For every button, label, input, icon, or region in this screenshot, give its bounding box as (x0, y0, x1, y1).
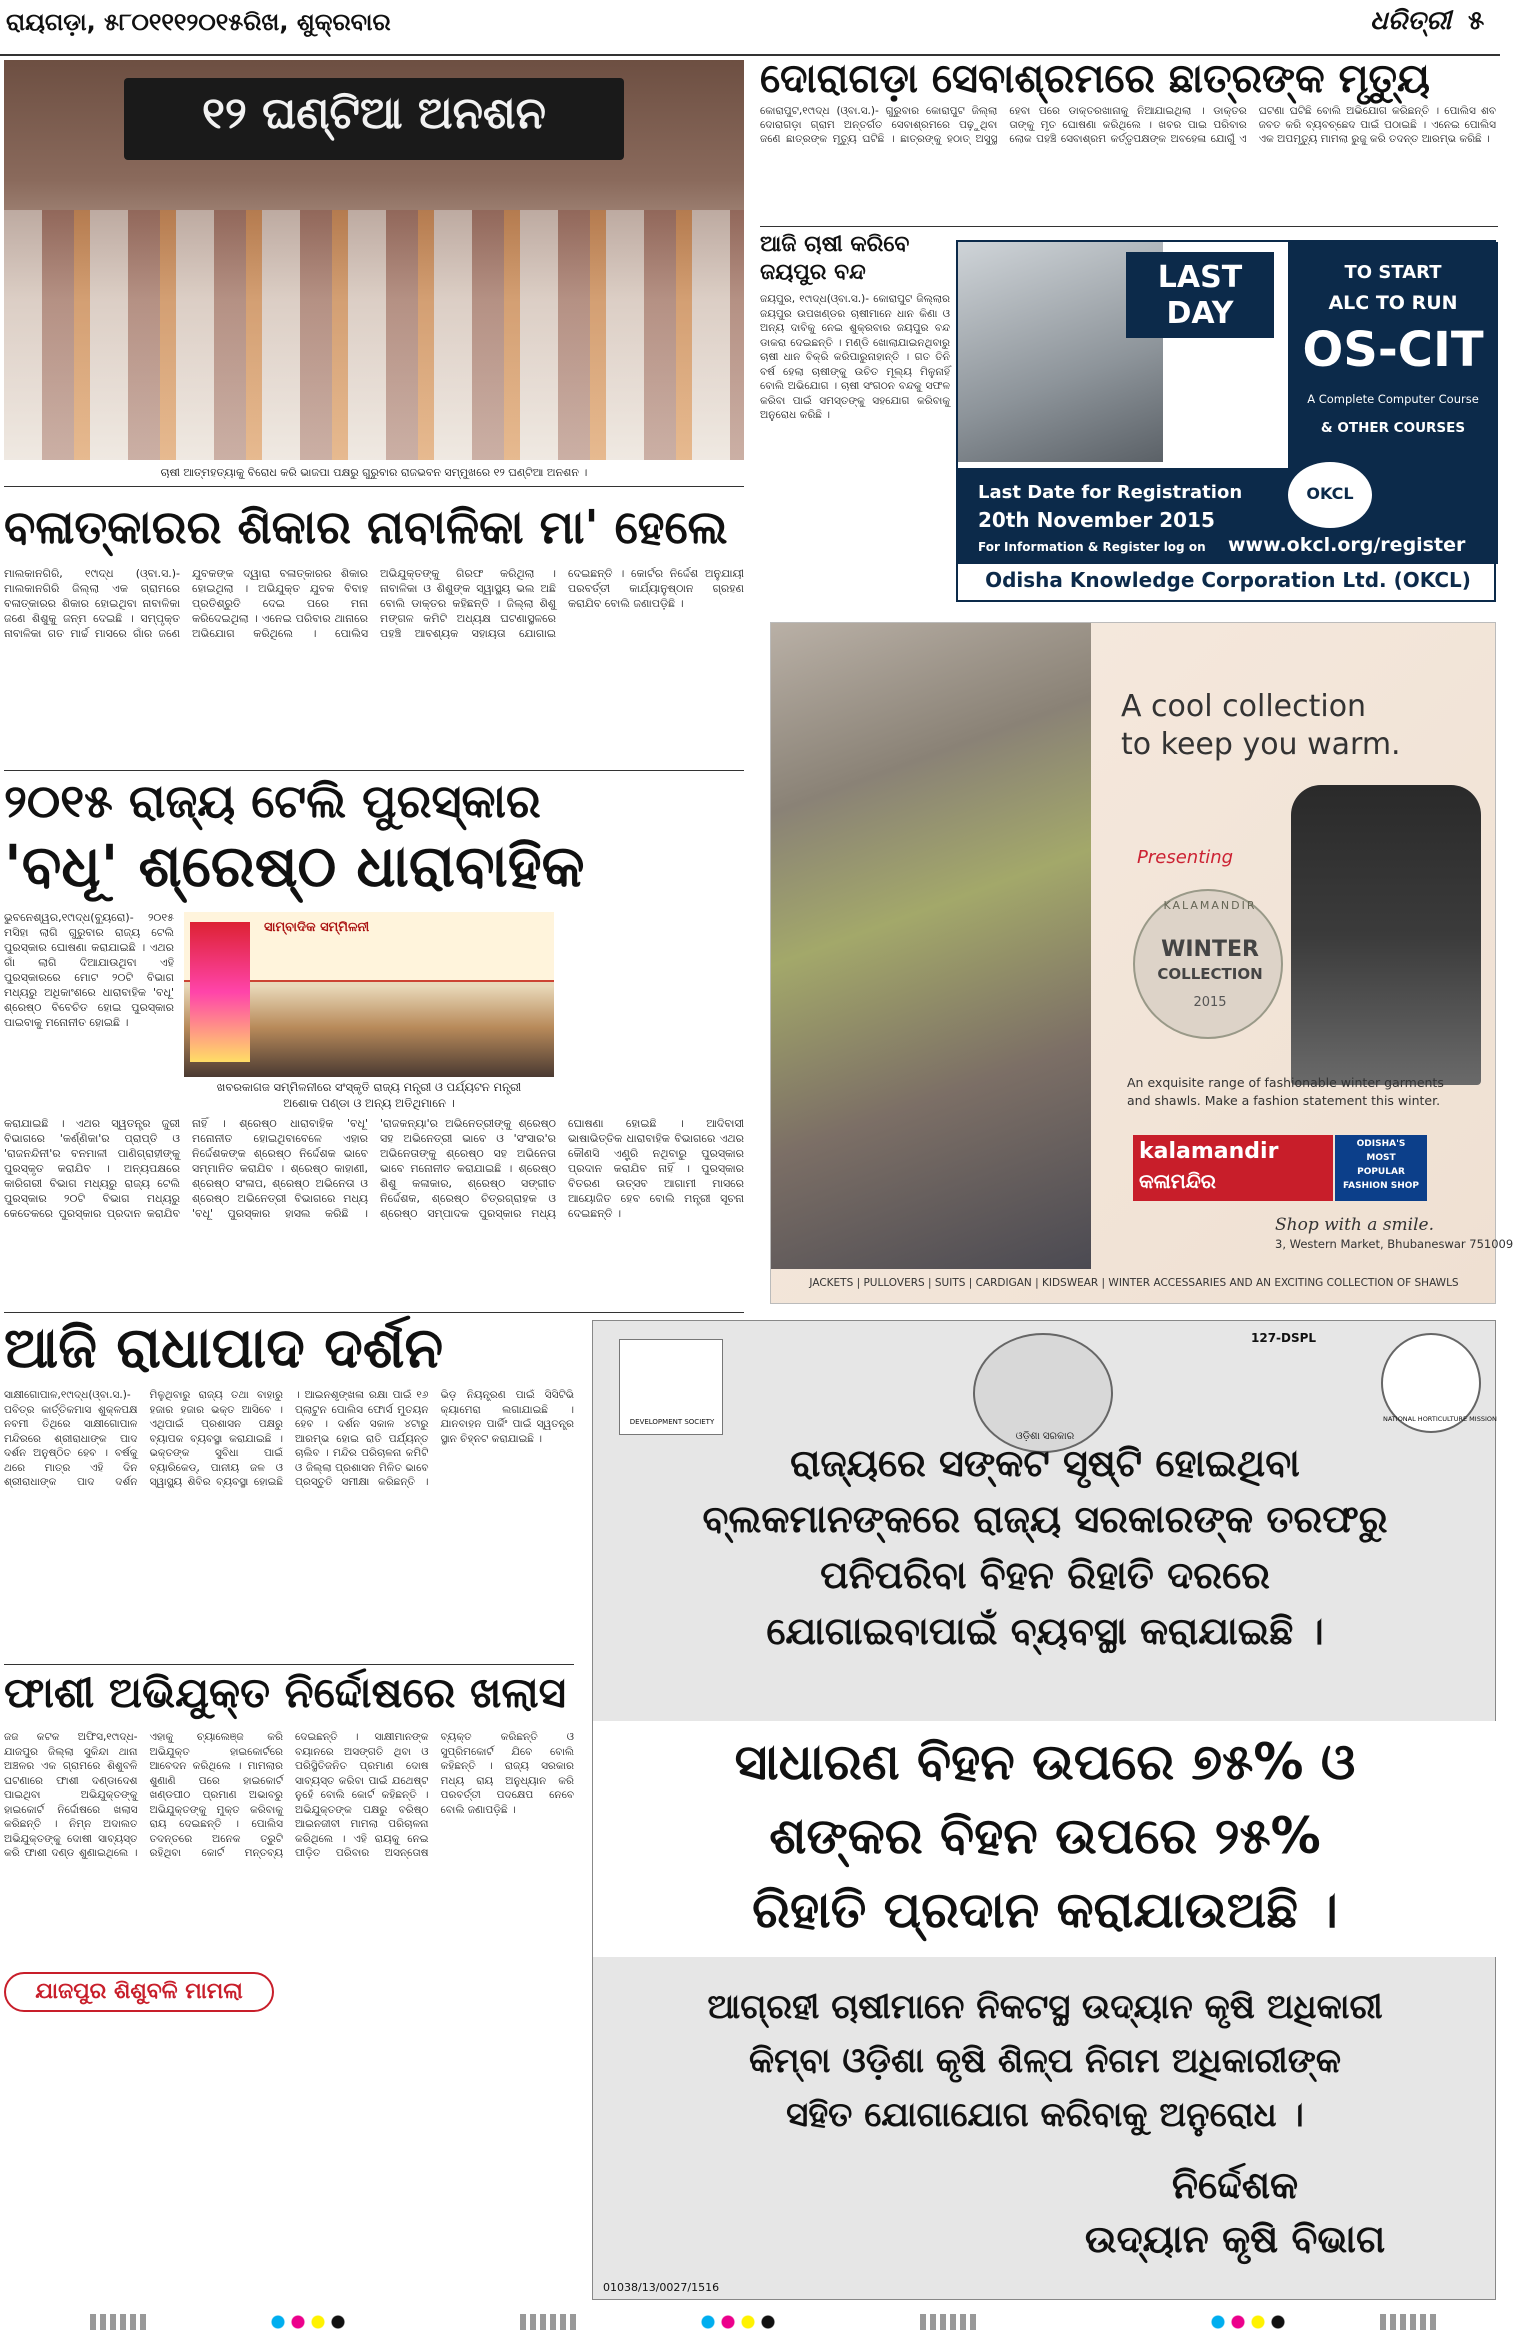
to-start-text: TO START (1344, 262, 1442, 283)
categories-strip: JACKETS | PULLOVERS | SUITS | CARDIGAN | KIDSWEAR | WINTER ACCESSARIES AND AN EXCITING COLLECTION OF SHAWLS (809, 1277, 1459, 1289)
address: 3, Western Market, Bhubaneswar 751009 (1275, 1237, 1513, 1251)
desc-1: An exquisite range of fashionable winter garments (1127, 1075, 1444, 1090)
signoff-2: ଉଦ୍ୟାନ କୃଷି ବିଭାଗ (1084, 2217, 1386, 2261)
hunger-strike-caption: ଚାଷୀ ଆତ୍ମହତ୍ୟାକୁ ବିରୋଧ କରି ଭାଜପା ପକ୍ଷରୁ ଗୁରୁବାର ରାଜଭବନ ସମ୍ମୁଖରେ ୧୨ ଘଣ୍ଟିଆ ଅନଶନ । (160, 466, 588, 479)
press-painting (190, 922, 250, 1062)
printer-marks (0, 2310, 1500, 2335)
okcl-org-name: Odisha Knowledge Corporation Ltd. (OKCL) (985, 568, 1471, 592)
okcl-url: www.okcl.org/register (1228, 534, 1466, 556)
ad-line-2: ବ୍ଲକମାନଙ୍କରେ ରାଜ୍ୟ ସରକାରଙ୍କ ତରଫରୁ (702, 1497, 1388, 1541)
registration-bar-4 (1380, 2314, 1440, 2330)
rule-below-photo (4, 486, 744, 487)
most-popular-2: MOST (1366, 1153, 1396, 1163)
jacket-image (1291, 785, 1481, 1085)
rape-body: ମାଲକାନଗିରି, ୧୯ାଦ୍ଧ (ଓ୍ବା.ସ.)- ମାଲକାନଗିରି ଜିଲ୍ଲା ଏକ ଗ୍ରାମରେ ବଳାତ୍କାରର ଶିକାର ହୋଇଥିବା ନାବାଳିକା ଜଣେ ଶିଶୁକୁ ଜନ୍ମ ଦେଇଛି । ସମ୍ପୃକ୍ତ ନାବାଳିକା ଗତ ମାର୍ଚ୍ଚ ମାସରେ ଗାଁର ଜଣେ ଯୁବକଙ୍କ ଦ୍ୱାରା ବଳାତ୍କାରର ଶିକାର ହୋଇଥିଲା । ଅଭିଯୁକ୍ତ ଯୁବକ ବିବାହ ପ୍ରତିଶ୍ରୁତି ଦେଇ ପରେ ମନା କରିଦେଇଥିଲା । ଏନେଇ ପରିବାର ଥାନାରେ ଅଭିଯୋଗ କରିଥିଲେ । ପୋଲିସ ଅଭିଯୁକ୍ତଙ୍କୁ ଗିରଫ କରିଥିଲା । ନାବାଳିକା ଓ ଶିଶୁଙ୍କ ସ୍ୱାସ୍ଥ୍ୟ ଭଲ ଅଛି ବୋଲି ଡାକ୍ତର କହିଛନ୍ତି । ଜିଲ୍ଲା ଶିଶୁ ମଙ୍ଗଳ କମିଟି ଅଧ୍ୟକ୍ଷ ଘଟଣାସ୍ଥଳରେ ପହଞ୍ଚି ଆବଶ୍ୟକ ସହାୟତା ଯୋଗାଇ ଦେଇଛନ୍ତି । କୋର୍ଟର ନିର୍ଦ୍ଦେଶ ଅନୁଯାୟୀ ପରବର୍ତ୍ତୀ କାର୍ଯ୍ୟାନୁଷ୍ଠାନ ଗ୍ରହଣ କରାଯିବ ବୋଲି ଜଣାପଡ଼ିଛି । (4, 567, 744, 640)
bandh-headline-1: ଆଜି ଚାଷୀ କରିବେ (760, 232, 910, 257)
rule-tele-award (4, 1312, 744, 1313)
press-caption-2: ଅଶୋକ ପଣ୍ଡା ଓ ଅନ୍ୟ ଅତିଥିମାନେ । (283, 1096, 455, 1110)
okcl-ad (956, 240, 1496, 602)
badge-brand: KALAMANDIR (1163, 899, 1257, 912)
most-popular-1: ODISHA'S (1356, 1139, 1406, 1149)
acquittal-body: ଜଜ କଟକ ଅଫିସ,୧୯ାଦ୍ଧ- ଯାଜପୁର ଜିଲ୍ଲା ସୁକିନ୍ଦା ଥାନା ଅଞ୍ଚଳର ଏକ ଗ୍ରାମରେ ଶିଶୁବଳି ଘଟଣାରେ ଫାଶୀ ଦଣ୍ଡାଦେଶ ପାଇଥିବା ଅଭିଯୁକ୍ତଙ୍କୁ ହାଇକୋର୍ଟ ନିର୍ଦ୍ଦୋଷରେ ଖଲାସ କରିଛନ୍ତି । ନିମ୍ନ ଅଦାଲତ ଅଭିଯୁକ୍ତଙ୍କୁ ଦୋଷୀ ସାବ୍ୟସ୍ତ କରି ଫାଶୀ ଦଣ୍ଡ ଶୁଣାଇଥିଲେ । ଏହାକୁ ଚ୍ୟାଲେଞ୍ଜ କରି ଅଭିଯୁକ୍ତ ହାଇକୋର୍ଟରେ ଆବେଦନ କରିଥିଲେ । ମାମଲାର ଶୁଣାଣି ପରେ ହାଇକୋର୍ଟ ଖଣ୍ଡପୀଠ ପ୍ରମାଣ ଅଭାବରୁ ଅଭିଯୁକ୍ତଙ୍କୁ ମୁକ୍ତ କରିବାକୁ ରାୟ ଦେଇଛନ୍ତି । ପୋଲିସ ତଦନ୍ତରେ ଅନେକ ତ୍ରୁଟି ରହିଥିବା କୋର୍ଟ ମନ୍ତବ୍ୟ ଦେଇଛନ୍ତି । ସାକ୍ଷୀମାନଙ୍କ ବୟାନରେ ଅସଙ୍ଗତି ଥିବା ଓ ପରିସ୍ଥିତିଜନିତ ପ୍ରମାଣ ଦୋଷ ସାବ୍ୟସ୍ତ କରିବା ପାଇଁ ଯଥେଷ୍ଟ ନୁହେଁ ବୋଲି କୋର୍ଟ କହିଛନ୍ତି । ଅଭିଯୁକ୍ତଙ୍କ ପକ୍ଷରୁ ବରିଷ୍ଠ ଆଇନଜୀବୀ ମାମଲା ପରିଚାଳନା କରିଥିଲେ । ଏହି ରାୟକୁ ନେଇ ପୀଡ଼ିତ ପରିବାର ଅସନ୍ତୋଷ ବ୍ୟକ୍ତ କରିଛନ୍ତି ଓ ସୁପ୍ରିମକୋର୍ଟ ଯିବେ ବୋଲି କହିଛନ୍ତି । ରାଜ୍ୟ ସରକାର ମଧ୍ୟ ରାୟ ଅନୁଧ୍ୟାନ କରି ପରବର୍ତ୍ତୀ ପଦକ୍ଷେପ ନେବେ ବୋଲି ଜଣାପଡ଼ିଛି । (4, 1731, 574, 1859)
odisha-emblem (973, 1333, 1113, 1453)
crowd-layer (4, 210, 744, 460)
tele-award-body-right (564, 910, 744, 1110)
logo-en: kalamandir (1139, 1139, 1279, 1164)
student-death-body: କୋରାପୁଟ,୧୯ାଦ୍ଧ (ଓ୍ବା.ସ.)- ଗୁରୁବାର କୋରାପୁଟ ଜିଲ୍ଲା ଦୋରାଗଡ଼ା ଗ୍ରାମ ଅନ୍ତର୍ଗତ ସେବାଶ୍ରମରେ ପଢ଼ୁଥିବା ଜଣେ ଛାତ୍ରଙ୍କ ମୃତ୍ୟୁ ଘଟିଛି । ଛାତ୍ରଙ୍କୁ ହଠାତ୍ ଅସୁସ୍ଥ ହେବା ପରେ ଡାକ୍ତରଖାନାକୁ ନିଆଯାଇଥିଲା । ଡାକ୍ତର ତାଙ୍କୁ ମୃତ ଘୋଷଣା କରିଥିଲେ । ଖବର ପାଇ ପରିବାର ଲୋକ ପହଞ୍ଚି ସେବାଶ୍ରମ କର୍ତ୍ତୃପକ୍ଷଙ୍କ ଅବହେଳା ଯୋଗୁଁ ଏ ଘଟଣା ଘଟିଛି ବୋଲି ଅଭିଯୋଗ କରିଛନ୍ତି । ପୋଲିସ ଶବ ଜବତ କରି ବ୍ୟବଚ୍ଛେଦ ପାଇଁ ପଠାଇଛି । ଏନେଇ ପୋଲିସ ଏକ ଅପମୃତ୍ୟୁ ମାମଲା ରୁଜୁ କରି ତଦନ୍ତ ଆରମ୍ଭ କରିଛି । (760, 105, 1496, 145)
registration-bar-2 (520, 2314, 580, 2330)
ad-line-1: ରାଜ୍ୟରେ ସଙ୍କଟ ସୃଷ୍ଟି ହୋଇଥିବା (790, 1441, 1300, 1485)
most-popular-box (1335, 1135, 1427, 1201)
oscit-box (1288, 242, 1498, 472)
cmyk-dots-3 (1210, 2314, 1290, 2330)
acquittal-subhead-text: ଯାଜପୁର ଶିଶୁବଳି ମାମଲା (35, 1979, 243, 2004)
badge-line1: WINTER (1161, 937, 1259, 962)
nhm-text: NATIONAL HORTICULTURE MISSION (1383, 1415, 1497, 1423)
info-text: For Information & Register log on (978, 540, 1206, 554)
nhm-logo (1381, 1333, 1497, 1433)
other-courses: & OTHER COURSES (1320, 420, 1466, 436)
ad-line-8: ଆଗ୍ରହୀ ଚାଷୀମାନେ ନିକଟସ୍ଥ ଉଦ୍ୟାନ କୃଷି ଅଧିକାରୀ (707, 1987, 1383, 2027)
ad-line-6: ଶଙ୍କର ବିହନ ଉପରେ ୨୫% (769, 1807, 1321, 1865)
tele-award-headline-2: 'ବଧୂ' ଶ୍ରେଷ୍ଠ ଧାରାବାହିକ (4, 832, 585, 900)
tagline-2: to keep you warm. (1121, 727, 1401, 762)
ad-line-4: ଯୋଗାଇବାପାଇଁ ବ୍ୟବସ୍ଥା କରାଯାଇଛି । (766, 1609, 1324, 1653)
last-day-box (1126, 252, 1274, 338)
ad-line-7: ରିହାତି ପ୍ରଦାନ କରାଯାଉଅଛି । (752, 1881, 1338, 1939)
registration-bar-1 (90, 2314, 150, 2330)
tele-award-body-top: ଭୁବନେଶ୍ୱର,୧୯ାଦ୍ଧ(ବ୍ୟୁରୋ)- ୨୦୧୫ ମସିହା ଲାଗି ଗୁରୁବାର ରାଜ୍ୟ ଟେଲି ପୁରସ୍କାର ଘୋଷଣା କରାଯାଇଛି । ଏଥର ଗାଁ ଲାଗି ଦିଆଯାଉଥିବା ଏହି ପୁରସ୍କାରରେ ମୋଟ ୨୦ଟି ବିଭାଗ ମଧ୍ୟରୁ ଅଧିକାଂଶରେ ଧାରାବାହିକ 'ବଧୂ' ଶ୍ରେଷ୍ଠ ବିବେଚିତ ହୋଇ ପୁରସ୍କାର ପାଇବାକୁ ମନୋନୀତ ହୋଇଛି । (4, 911, 174, 1029)
registration-bar-3 (920, 2314, 980, 2330)
radha-headline: ଆଜି ରାଧାପାଦ ଦର୍ଶନ (4, 1316, 444, 1381)
acquittal-subhead (4, 1972, 274, 2012)
last-day-text: LAST DAY (1157, 260, 1243, 331)
press-banner-text: ସାମ୍ବାଦିକ ସମ୍ମିଳନୀ (264, 920, 370, 935)
hunger-strike-photo (4, 60, 744, 460)
press-caption-1: ଖବରକାଗଜ ସମ୍ମିଳନୀରେ ସଂସ୍କୃତି ରାଜ୍ୟ ମନ୍ତ୍ରୀ ଓ ପର୍ଯ୍ୟଟନ ମନ୍ତ୍ରୀ (216, 1080, 522, 1094)
ad-line-10: ସହିତ ଯୋଗାଯୋଗ କରିବାକୁ ଅନୁରୋଧ । (786, 2095, 1304, 2135)
bandh-body: ଜୟପୁର, ୧୯ାଦ୍ଧ(ଓ୍ବା.ସ.)- କୋରାପୁଟ ଜିଲ୍ଲାର ଜୟପୁର ଉପଖଣ୍ଡର ଚାଷୀମାନେ ଧାନ କିଣା ଓ ଅନ୍ୟ ଦାବିକୁ ନେଇ ଶୁକ୍ରବାର ଜୟପୁର ବନ୍ଦ ଡାକରା ଦେଇଛନ୍ତି । ମଣ୍ଡି ଖୋଲାଯାଇନଥିବାରୁ ଚାଷୀ ଧାନ ବିକ୍ରି କରିପାରୁନାହାନ୍ତି । ଗତ ତିନି ବର୍ଷ ହେଲା ଚାଷୀଙ୍କୁ ଉଚିତ ମୂଲ୍ୟ ମିଳୁନାହିଁ ବୋଲି ଅଭିଯୋଗ । ଚାଷୀ ସଂଗଠନ ବନ୍ଦକୁ ସଫଳ କରିବା ପାଇଁ ସମସ୍ତଙ୍କୁ ସହଯୋଗ କରିବାକୁ ଅନୁରୋଧ କରିଛି । (760, 293, 950, 421)
press-meet-photo (184, 912, 554, 1077)
ad-line-9: କିମ୍ବା ଓଡ଼ିଶା କୃଷି ଶିଳ୍ପ ନିଗମ ଅଧିକାରୀଙ୍କ (749, 2041, 1341, 2081)
badge-year: 2015 (1193, 995, 1227, 1010)
okcl-logo-text: OKCL (1306, 484, 1354, 503)
development-society-logo (619, 1339, 723, 1435)
emblem-caption: ଓଡ଼ିଶା ସରକାର (1015, 1431, 1075, 1442)
kalamandir-logo (1133, 1135, 1333, 1201)
model-shawl-image (771, 623, 1091, 1269)
oscit-text: OS-CIT (1302, 322, 1484, 378)
course-line: A Complete Computer Course (1307, 392, 1479, 406)
ad-ref: 01038/13/0027/1516 (603, 2281, 720, 2294)
masthead (0, 0, 1500, 56)
registration-box (958, 468, 1498, 564)
most-popular-3: POPULAR (1357, 1167, 1405, 1177)
cmyk-dots-2 (700, 2314, 780, 2330)
rape-headline: ବଳାତ୍କାରର ଶିକାର ନାବାଳିକା ମା' ହେଲେ (4, 500, 728, 554)
radha-body: ସାକ୍ଷୀଗୋପାଳ,୧୯ାଦ୍ଧ(ଓ୍ବା.ସ.)- ପବିତ୍ର କାର୍ତ୍ତିକମାସ ଶୁକ୍ଳପକ୍ଷ ନବମୀ ତିଥିରେ ସାକ୍ଷୀଗୋପାଳ ମନ୍ଦିରରେ ଶ୍ରୀରାଧାଙ୍କ ପାଦ ଦର୍ଶନ ଅନୁଷ୍ଠିତ ହେବ । ବର୍ଷକୁ ଥରେ ମାତ୍ର ଏହି ଦିନ ଶ୍ରୀରାଧାଙ୍କ ପାଦ ଦର୍ଶନ ମିଳୁଥିବାରୁ ରାଜ୍ୟ ତଥା ବାହାରୁ ହଜାର ହଜାର ଭକ୍ତ ଆସିବେ । ଏଥିପାଇଁ ପ୍ରଶାସନ ପକ୍ଷରୁ ବ୍ୟାପକ ବ୍ୟବସ୍ଥା କରାଯାଇଛି । ଭକ୍ତଙ୍କ ସୁବିଧା ପାଇଁ ବ୍ୟାରିକେଡ୍, ପାନୀୟ ଜଳ ଓ ସ୍ୱାସ୍ଥ୍ୟ ଶିବିର ବ୍ୟବସ୍ଥା ହୋଇଛି । ଆଇନଶୃଙ୍ଖଳା ରକ୍ଷା ପାଇଁ ୧୬ ପ୍ଲାଟୁନ ପୋଲିସ ଫୋର୍ସ ମୁତୟନ ହେବ । ଦର୍ଶନ ସକାଳ ୪ଟାରୁ ଆରମ୍ଭ ହୋଇ ରାତି ପର୍ଯ୍ୟନ୍ତ ଚାଲିବ । ମନ୍ଦିର ପରିଚାଳନା କମିଟି ଓ ଜିଲ୍ଲା ପ୍ରଶାସନ ମିଳିତ ଭାବେ ପ୍ରସ୍ତୁତି ସମୀକ୍ଷା କରିଛନ୍ତି । ଭିଡ଼ ନିୟନ୍ତ୍ରଣ ପାଇଁ ସିସିଟିଭି କ୍ୟାମେରା ଲଗାଯାଇଛି । ଯାନବାହନ ପାର୍କିଂ ପାଇଁ ସ୍ୱତନ୍ତ୍ର ସ୍ଥାନ ଚିହ୍ନଟ କରାଯାଇଛି । (4, 1389, 574, 1488)
shop-smile: Shop with a smile. (1275, 1215, 1435, 1235)
page-number: ୫ (1468, 6, 1485, 36)
reg-line-1: Last Date for Registration (978, 482, 1243, 503)
reg-line-2: 20th November 2015 (978, 508, 1215, 532)
rule-rape (4, 770, 744, 771)
desc-2: and shawls. Make a fashion statement this winter. (1127, 1093, 1441, 1108)
alc-to-run-text: ALC TO RUN (1328, 292, 1458, 314)
okcl-logo (1288, 462, 1372, 528)
ad-line-5: ସାଧାରଣ ବିହନ ଉପରେ ୭୫% ଓ (734, 1733, 1356, 1791)
rule-radha (4, 1664, 574, 1665)
signoff-1: ନିର୍ଦ୍ଦେଶକ (1171, 2163, 1299, 2207)
ad-line-3: ପନିପରିବା ବିହନ ରିହାତି ଦରରେ (820, 1553, 1270, 1597)
logo-or: କଳାମନ୍ଦିର (1139, 1169, 1216, 1193)
rule-student-death (760, 226, 1498, 227)
tagline-1: A cool collection (1121, 689, 1367, 724)
bandh-headline-2: ଜୟପୁର ବନ୍ଦ (760, 260, 866, 285)
tele-award-headline-1: ୨୦୧୫ ରାଜ୍ୟ ଟେଲି ପୁରସ୍କାର (4, 774, 541, 828)
paper-name: ଧରିତ୍ରୀ (1370, 6, 1452, 36)
banner-text: ୧୨ ଘଣ୍ଟିଆ ଅନଶନ (201, 88, 546, 139)
presenting-text: Presenting (1137, 847, 1234, 868)
horticulture-ad (592, 1320, 1496, 2300)
ad-code: 127-DSPL (1251, 1331, 1317, 1345)
winter-badge (1133, 889, 1283, 1039)
tele-award-body: କରାଯାଇଛି । ଏଥର ସ୍ୱତନ୍ତ୍ର ଜୁରୀ ବିଭାଗରେ 'କର୍ଣ୍ଣିକା'ର ପ୍ରାପ୍ତି ଓ 'ରାଜନନ୍ଦିନୀ'ର ବନମାଳୀ ପାଣିଗ୍ରାହୀଙ୍କୁ ପୁରସ୍କୃତ କରାଯିବ । ଅନ୍ୟପକ୍ଷରେ କାରିଗରୀ ବିଭାଗ ମଧ୍ୟରୁ ରାଜ୍ୟ ଟେଲି ପୁରସ୍କାର ୨୦ଟି ବିଭାଗ ମଧ୍ୟରୁ କେତେକରେ ପୁରସ୍କାର ପ୍ରଦାନ କରାଯିବ ନାହିଁ । ଶ୍ରେଷ୍ଠ ଧାରାବାହିକ 'ବଧୂ' ମନୋନୀତ ହୋଇଥିବାବେଳେ ଏହାର ନିର୍ଦ୍ଦେଶକଙ୍କ ଶ୍ରେଷ୍ଠ ନିର୍ଦ୍ଦେଶକ ଭାବେ ସମ୍ମାନିତ କରାଯିବ । ଶ୍ରେଷ୍ଠ କାହାଣୀ, ଶ୍ରେଷ୍ଠ ସଂଳାପ, ଶ୍ରେଷ୍ଠ ଅଭିନେତା ଓ ଶ୍ରେଷ୍ଠ ଅଭିନେତ୍ରୀ ବିଭାଗରେ ମଧ୍ୟ 'ବଧୂ' ପୁରସ୍କାର ହାସଲ କରିଛି । 'ରାଜକନ୍ୟା'ର ଅଭିନେତ୍ରୀଙ୍କୁ ଶ୍ରେଷ୍ଠ ସହ ଅଭିନେତ୍ରୀ ଭାବେ ଓ 'ସଂସାର'ର ଅଭିନେତାଙ୍କୁ ଶ୍ରେଷ୍ଠ ସହ ଅଭିନେତା ଭାବେ ମନୋନୀତ କରାଯାଇଛି । ଶ୍ରେଷ୍ଠ ଶିଶୁ କଳାକାର, ଶ୍ରେଷ୍ଠ ସଙ୍ଗୀତ ନିର୍ଦ୍ଦେଶକ, ଶ୍ରେଷ୍ଠ ଚିତ୍ରଗ୍ରାହକ ଓ ଶ୍ରେଷ୍ଠ ସମ୍ପାଦକ ପୁରସ୍କାର ମଧ୍ୟ ଘୋଷଣା ହୋଇଛି । ଆଦିବାସୀ ଭାଷାଭିତ୍ତିକ ଧାରାବାହିକ ବିଭାଗରେ ଏଥର କୌଣସି ଏଣ୍ଟ୍ରି ନଥିବାରୁ ପୁରସ୍କାର ପ୍ରଦାନ କରାଯିବ ନାହିଁ । ପୁରସ୍କାର ବିତରଣ ଉତ୍ସବ ଆଗାମୀ ମାସରେ ଆୟୋଜିତ ହେବ ବୋଲି ମନ୍ତ୍ରୀ ସୂଚନା ଦେଇଛନ୍ତି । (4, 1117, 744, 1220)
banner-cloth (124, 78, 624, 160)
acquittal-headline: ଫାଶୀ ଅଭିଯୁକ୍ତ ନିର୍ଦ୍ଦୋଷରେ ଖଲାସ (4, 1668, 567, 1717)
dateline: ରାୟଗଡ଼ା, ୫୮୦୧୧୧୨୦୧୫ରିଖ, ଶୁକ୍ରବାର (6, 8, 391, 36)
most-popular-4: FASHION SHOP (1342, 1181, 1420, 1191)
kalamandir-ad (770, 622, 1513, 1304)
cmyk-dots-1 (270, 2314, 350, 2330)
development-society-text: DEVELOPMENT SOCIETY (629, 1418, 715, 1426)
badge-line2: COLLECTION (1157, 965, 1263, 983)
discount-box (593, 1721, 1497, 1957)
student-death-headline: ଦୋରାଗଡ଼ା ସେବାଶ୍ରମରେ ଛାତ୍ରଙ୍କ ମୃତ୍ୟୁ (760, 56, 1431, 102)
